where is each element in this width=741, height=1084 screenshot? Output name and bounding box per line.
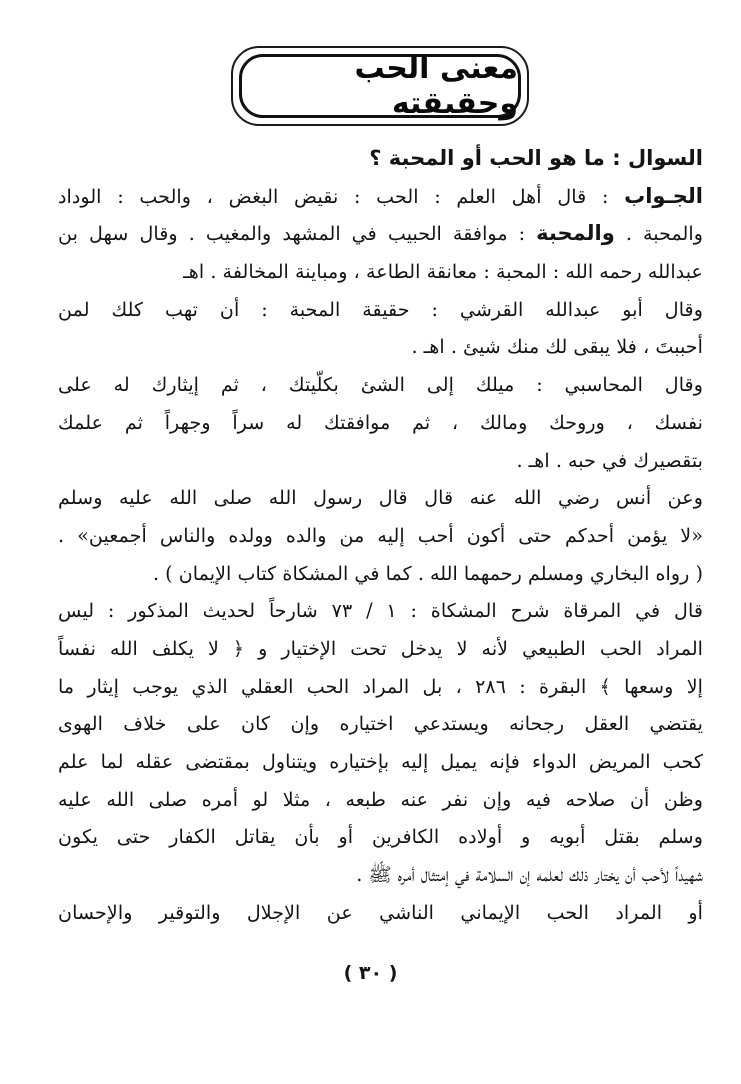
mirqat-line-8: شهيداً لأحب أن يختار ذلك لعلمه إن السلامة في إمتثال أمره ﷺ . xyxy=(356,863,703,887)
question-text: السوال : ما هو الحب أو المحبة ؟ xyxy=(369,146,703,170)
mirqat-line-4: يقتضي العقل رجحانه ويستدعي اختياره وإن كان على خلاف الهوى xyxy=(58,712,703,736)
hadith-line-1: وعن أنس رضي الله عنه قال قال رسول الله صلى الله عليه وسلم xyxy=(58,486,703,510)
hadith-line-3: ( رواه البخاري ومسلم رحمهما الله . كما في المشكاة كتاب الإيمان ) . xyxy=(152,561,703,585)
mirqat-line-5: كحب المريض الدواء فإنه يميل إليه بإختياره ويتناول بمقتضى عقله لما علم xyxy=(58,750,703,773)
qurashi-line-1: وقال أبو عبدالله القرشي : حقيقة المحبة : أن تهب كلك لمن xyxy=(58,297,703,321)
answer-line-1 xyxy=(58,178,703,216)
answer-line-3: عبدالله رحمه الله : المحبة : معانقة الطاعة ، ومباينة المخالفة . اهـ xyxy=(183,260,703,284)
muhasibi-line-1: وقال المحاسبي : ميلك إلى الشئ بكلّيتك ، ثم إيثارك له على xyxy=(58,373,703,397)
answer-term: الجـواب xyxy=(624,183,703,208)
page-number: ( ٣٠ ) xyxy=(343,962,398,984)
answer-line-2 xyxy=(58,215,703,253)
iman-love-line-1: أو المراد الحب الإيماني الناشي عن الإجلال والتوقير والإحسان xyxy=(58,900,703,924)
qurashi-line-2: أحببتَ ، فلا يبقى لك منك شيئ . اهـ . xyxy=(411,335,703,359)
mirqat-line-2: المراد الحب الطبيعي لأنه لا يدخل تحت الإختيار و ﴿ لا يكلف الله نفساً xyxy=(58,636,703,660)
answer-line-2-start: والمحبة . xyxy=(614,222,703,246)
answer-line-1-text: : قال أهل العلم : الحب : نقيض البغض ، والحب : الوداد xyxy=(58,184,625,208)
body-text xyxy=(58,140,703,931)
title-frame xyxy=(231,46,529,126)
mirqat-line-3: إلا وسعها ﴾ البقرة : ٢٨٦ ، بل المراد الحب العقلي الذي يوجب إيثار ما xyxy=(58,674,703,698)
mirqat-line-6: وظن أن صلاحه فيه وإن نفر عنه طبعه ، مثلا لو أمره صلى الله عليه xyxy=(58,787,703,811)
mirqat-line-7: وسلم بقتل أبويه و أولاده الكافرين أو بأن يقاتل الكفار حتى يكون xyxy=(58,825,703,849)
answer-line-2-text: : موافقة الحبيب في المشهد والمغيب . وقال سهل بن xyxy=(58,222,537,246)
mirqat-line-1: قال في المرقاة شرح المشكاة : ١ / ٧٣ شارحاً لحديث المذكور : ليس xyxy=(58,599,703,623)
muhasibi-line-3: بتقصيرك في حبه . اهـ . xyxy=(516,448,703,472)
question-line xyxy=(58,140,703,178)
hadith-line-2: «لا يؤمن أحدكم حتى أكون أحب إليه من والده وولده والناس أجمعين» . xyxy=(58,523,703,547)
mahabba-term: والمحبة xyxy=(536,221,615,246)
title-inner-frame xyxy=(239,51,521,121)
muhasibi-line-2: نفسك ، وروحك ومالك ، ثم موافقتك له سراً وجهراً ثم علمك xyxy=(58,410,703,434)
page-title: معنى الحب وحقيقته xyxy=(354,51,518,121)
